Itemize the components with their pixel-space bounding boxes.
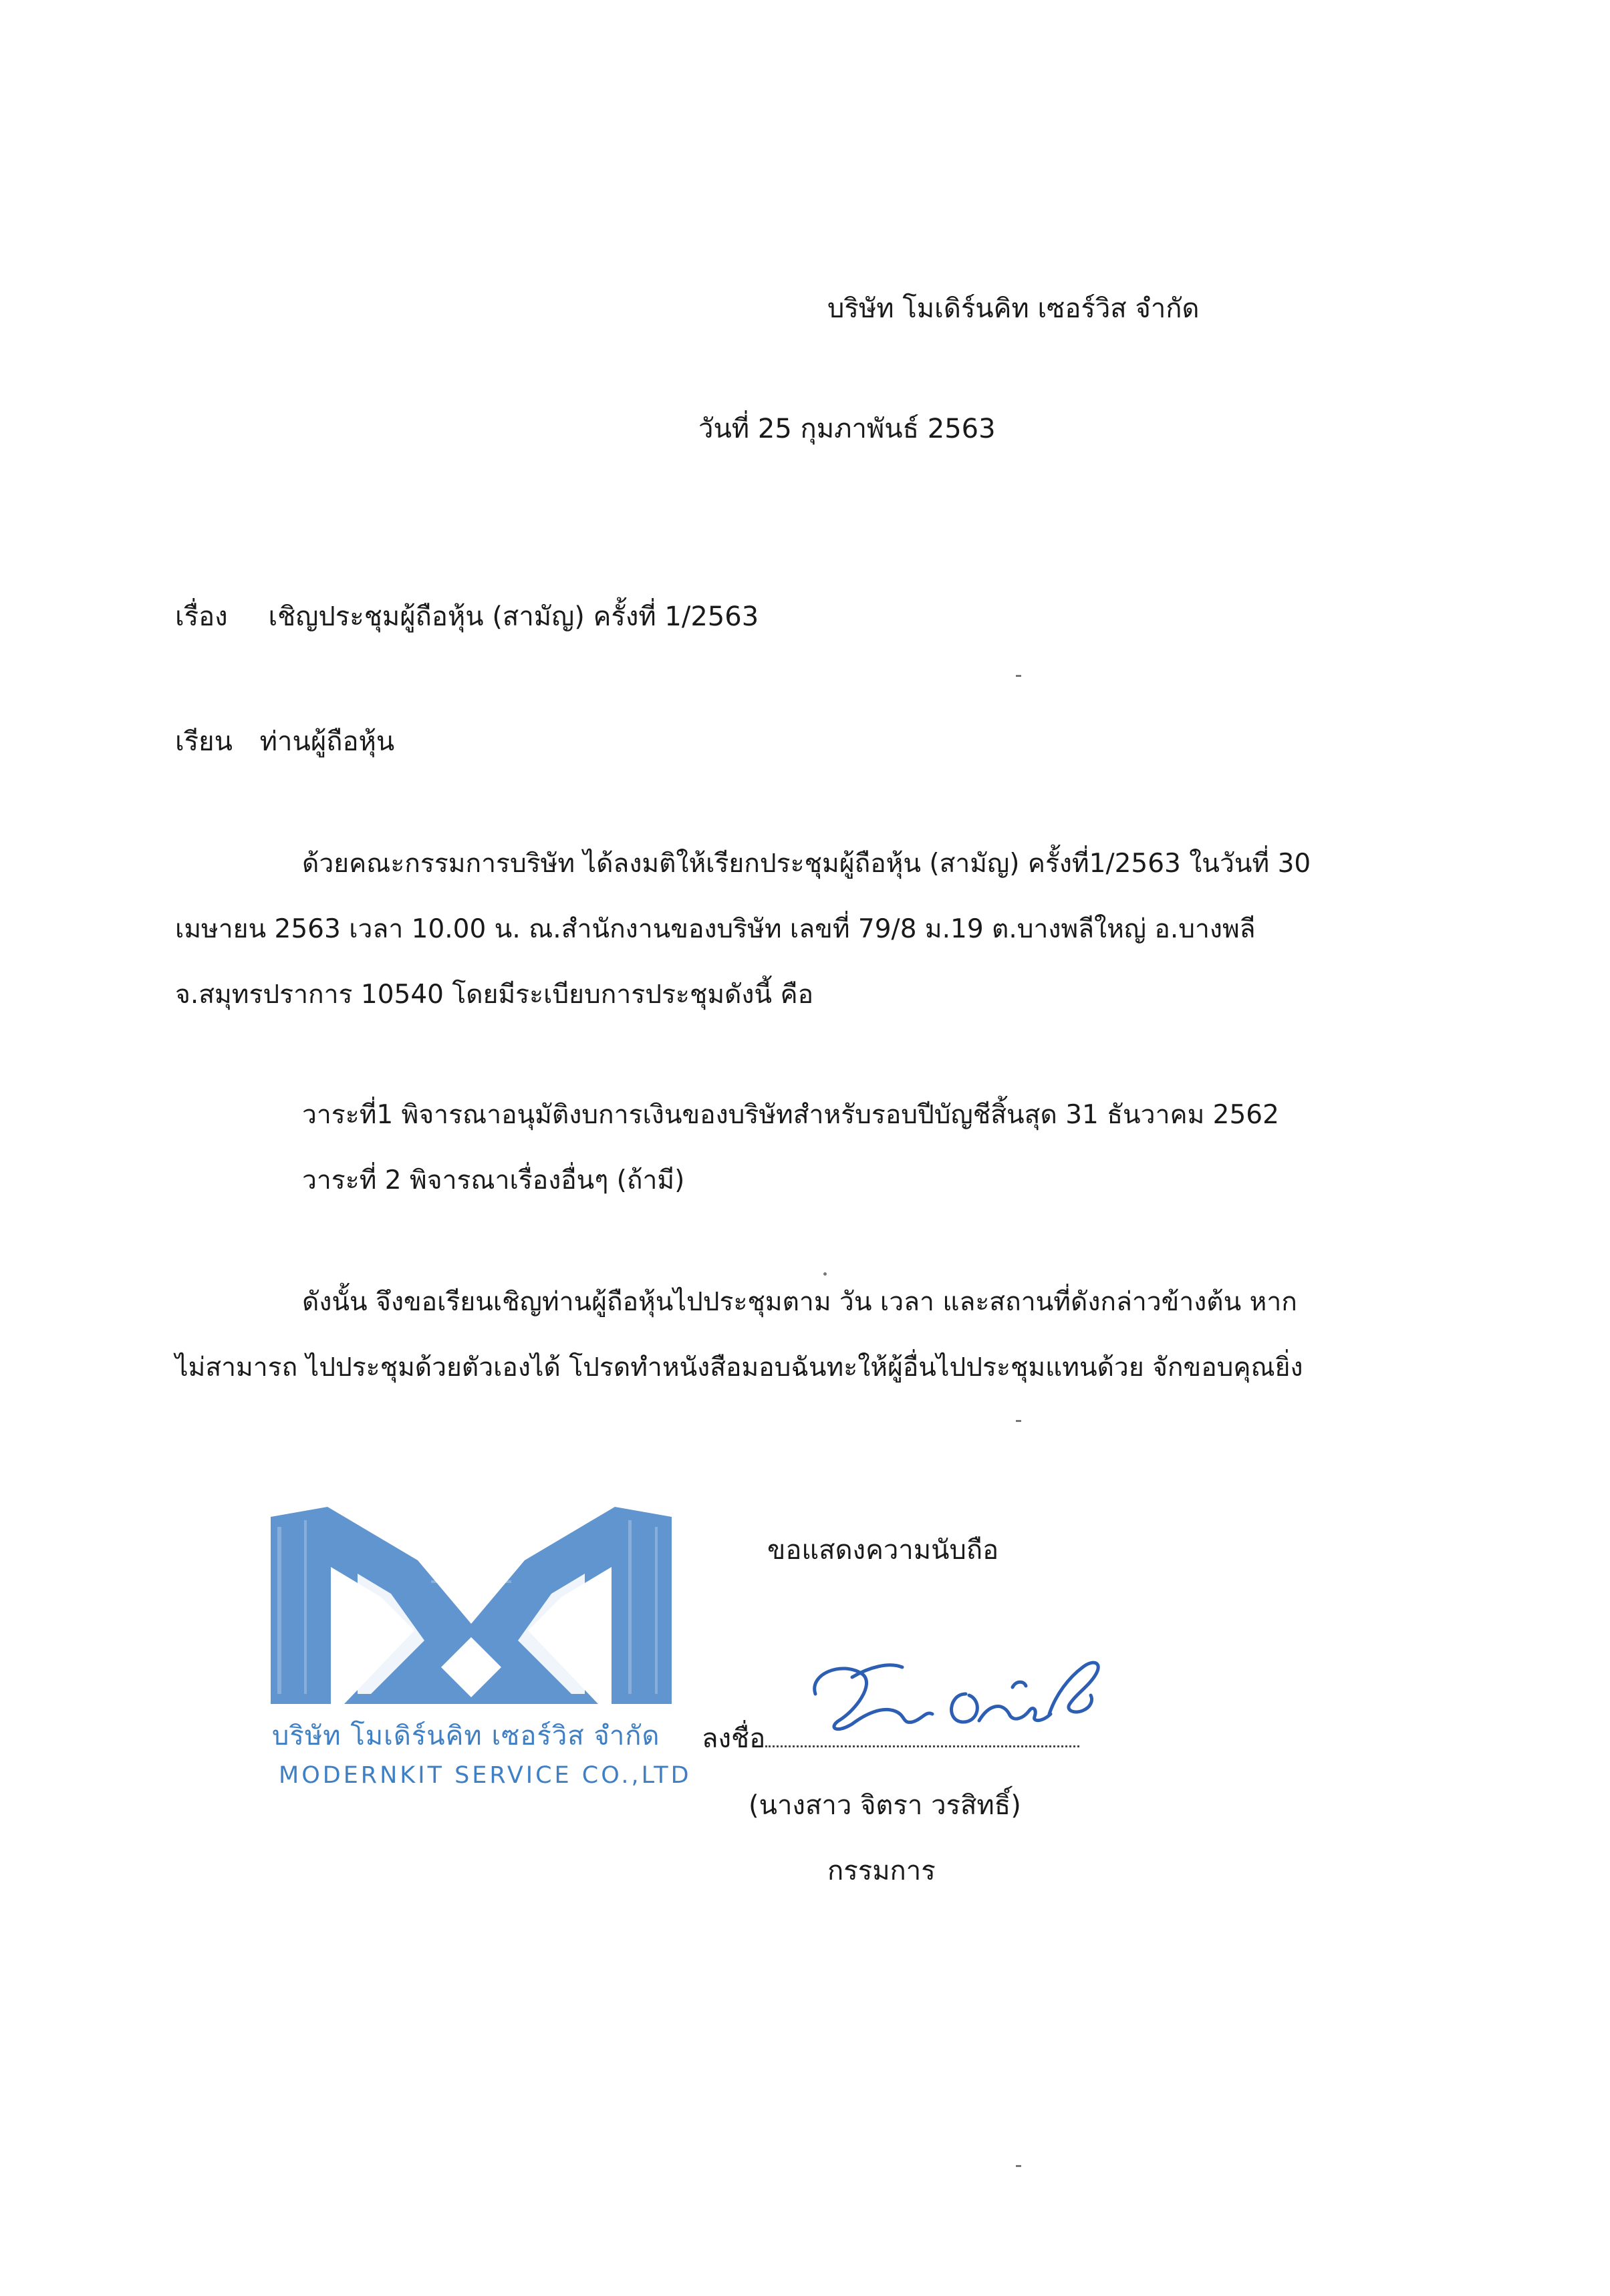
agenda-item: วาระที่ 2 พิจารณาเรื่องอื่นๆ (ถ้ามี) (302, 1165, 685, 1195)
body-line: เมษายน 2563 เวลา 10.00 น. ณ.สำนักงานของบริษัท เลขที่ 79/8 ม.19 ต.บางพลีใหญ่ อ.บางพลี (175, 914, 1256, 944)
scan-speck (1016, 1420, 1021, 1422)
agenda-list (175, 1083, 1391, 1213)
scan-speck (823, 1272, 827, 1276)
recipient-label: เรียน (175, 726, 233, 757)
company-name: บริษัท โมเดิร์นคิท เซอร์วิส จำกัด (827, 293, 1200, 324)
subject-text: เชิญประชุมผู้ถือหุ้น (สามัญ) ครั้งที่ 1/2563 (268, 601, 759, 632)
company-stamp (264, 1500, 692, 1801)
body-line: ด้วยคณะกรรมการบริษัท ได้ลงมติให้เรียกประชุมผู้ถือหุ้น (สามัญ) ครั้งที่1/2563 ในวันที่ 30 (302, 849, 1311, 879)
body-paragraph-2 (175, 1270, 1391, 1401)
company-logo-icon (264, 1500, 678, 1714)
handwritten-signature (789, 1647, 1109, 1747)
subject-row (175, 600, 759, 633)
subject-label: เรื่อง (175, 601, 228, 632)
signatory-title: กรรมการ (827, 1856, 936, 1886)
stamp-company-name-en: MODERNKIT SERVICE CO.,LTD (279, 1762, 692, 1789)
body-line: ดังนั้น จึงขอเรียนเชิญท่านผู้ถือหุ้นไปประชุมตาม วัน เวลา และสถานที่ดังกล่าวข้างต้น หาก (302, 1287, 1297, 1317)
body-paragraph-1 (175, 831, 1391, 1028)
signature-label: ลงชื่อ (702, 1723, 766, 1754)
recipient-text: ท่านผู้ถือหุ้น (259, 726, 395, 757)
body-line: ไม่สามารถ ไปประชุมด้วยตัวเองได้ โปรดทำหนังสือมอบฉันทะให้ผู้อื่นไปประชุมแทนด้วย จักขอบคุณยิ่ง (175, 1352, 1303, 1383)
scan-speck (1016, 675, 1021, 677)
recipient-row (175, 725, 394, 758)
scan-speck (1016, 2165, 1021, 2167)
stamp-company-name-th: บริษัท โมเดิร์นคิท เซอร์วิส จำกัด (272, 1721, 660, 1751)
body-line: จ.สมุทรปราการ 10540 โดยมีระเบียบการประชุมดังนี้ คือ (175, 980, 813, 1010)
letter-date: วันที่ 25 กุมภาพันธ์ 2563 (698, 414, 996, 444)
signatory-name: (นางสาว จิตรา วรสิทธิ์) (749, 1790, 1021, 1821)
agenda-item: วาระที่1 พิจารณาอนุมัติงบการเงินของบริษัทสำหรับรอบปีบัญชีสิ้นสุด 31 ธันวาคม 2562 (302, 1100, 1279, 1130)
closing-text: ขอแสดงความนับถือ (767, 1535, 999, 1566)
